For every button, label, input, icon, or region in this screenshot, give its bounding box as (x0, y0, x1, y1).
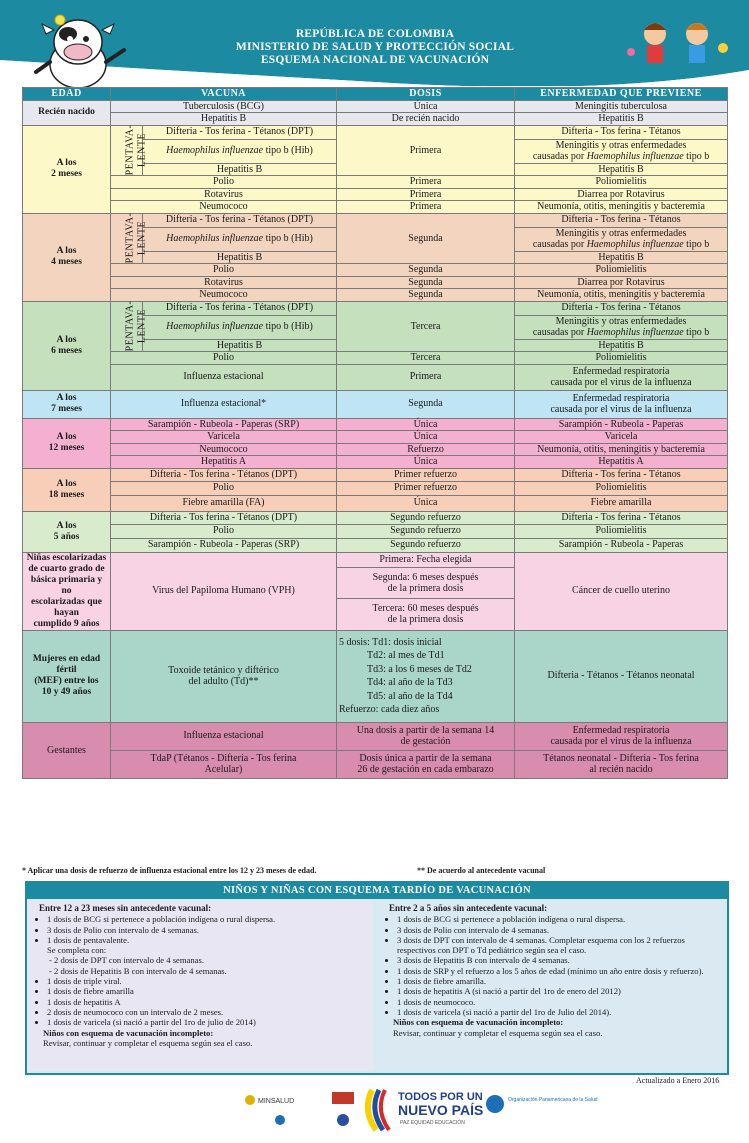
colombia-ribbon-logo (368, 1090, 389, 1130)
list-item: • 1 dosis de hepatitis A (47, 997, 373, 1007)
col-header-edad: EDAD (23, 88, 111, 101)
dose-cell: Única (337, 495, 515, 511)
vaccine-cell: Polio (111, 524, 337, 538)
dose-cell: Única (337, 456, 515, 469)
pentavalente-label: PENTAVA- LENTE (111, 125, 143, 176)
footer-logos (240, 1084, 598, 1134)
age-7-meses: A los 7 meses (23, 390, 111, 418)
disease-cell: Difteria - Tos ferina - Tétanos (515, 301, 728, 315)
vaccination-schedule-table (22, 87, 728, 779)
pentavalente-label: PENTAVA- LENTE (111, 213, 143, 264)
svg-text:TODOS POR UN: TODOS POR UN (398, 1091, 483, 1103)
dose-cell: Segundo refuerzo (337, 524, 515, 538)
table-row (23, 722, 728, 750)
pentavalente-label: PENTAVA- LENTE (111, 301, 143, 352)
disease-cell: Enfermedad respiratoria causada por el virus de la influenza (515, 364, 728, 390)
disease-cell: Hepatitis B (515, 251, 728, 264)
list-item: • 2 dosis de neumococo con un intervalo de 2 meses. (47, 1007, 373, 1017)
table-row (23, 301, 728, 315)
disease-cell: Hepatitis B (515, 163, 728, 176)
disease-cell: Neumonía, otitis, meningitis y bacteremia (515, 201, 728, 214)
disease-cell: Neumonía, otitis, meningitis y bacteremia (515, 289, 728, 302)
age-vph: Niñas escolarizadas de cuarto grado de básica primaria y no escolarizadas que hayan cumplido 9 años (23, 552, 111, 630)
title-line-3: ESQUEMA NACIONAL DE VACUNACIÓN (260, 54, 490, 66)
table-row (23, 750, 728, 778)
disease-cell: Difteria - Tos ferina - Tétanos (515, 213, 728, 227)
disease-cell: Hepatitis B (515, 339, 728, 352)
late-schedule-2-5-years (377, 901, 723, 1071)
scp-logo (275, 1115, 285, 1125)
vaccine-cell: Hepatitis B (143, 339, 337, 352)
age-mef: Mujeres en edad fértil (MEF) entre los 10 y 49 años (23, 630, 111, 722)
section-heading: Entre 12 a 23 meses sin antecedente vacunal: (39, 903, 212, 913)
list-item: • 3 dosis de Polio con intervalo de 4 semanas. (397, 925, 723, 935)
table-row (23, 352, 728, 365)
age-4-meses: A los 4 meses (23, 213, 111, 301)
disease-cell: Tétanos neonatal - Difteria - Tos ferina al recién nacido (515, 750, 728, 778)
table-row (23, 538, 728, 552)
disease-cell-hib: Meningitis y otras enfermedades causadas por Haemophilus influenzae tipo b (515, 315, 728, 339)
late-schedule-title: NIÑOS Y NIÑAS CON ESQUEMA TARDÍO DE VACUNACIÓN (27, 883, 727, 899)
dose-cell: Primera (337, 201, 515, 214)
vaccine-cell: Hepatitis B (111, 113, 337, 126)
table-row (23, 188, 728, 201)
table-header-row (23, 88, 728, 101)
list-item: • 1 dosis de varicela (si nació a partir del 1ro de Julio del 2014). (397, 1007, 723, 1017)
vaccine-cell: Varicela (111, 431, 337, 444)
age-2-meses: A los 2 meses (23, 125, 111, 213)
table-row (23, 125, 728, 139)
dose-cell: Segunda (337, 289, 515, 302)
title-line-2: MINISTERIO DE SALUD Y PROTECCIÓN SOCIAL (235, 41, 515, 53)
vaccine-cell-hib: Haemophilus influenzae tipo b (Hib) (143, 227, 337, 251)
dose-cell: Segundo refuerzo (337, 538, 515, 552)
vaccine-cell: Polio (111, 481, 337, 495)
list-item: • 1 dosis de varicela (si nació a partir del 1ro de julio de 2014) (47, 1017, 373, 1027)
children-illustration (625, 18, 735, 78)
minsalud-logo (245, 1095, 294, 1105)
dose-cell: Refuerzo (337, 443, 515, 456)
dose-cell: De recién nacido (337, 113, 515, 126)
age-18-meses: A los 18 meses (23, 468, 111, 511)
dose-cell: Primera (337, 188, 515, 201)
table-row (23, 264, 728, 277)
dose-cell: Primer refuerzo (337, 468, 515, 481)
incomplete-heading: Niños con esquema de vacunación incompleto: (43, 1027, 214, 1038)
table-row (23, 456, 728, 469)
list-subitem: - 2 dosis de DPT con intervalo de 4 semanas. (49, 955, 204, 966)
dose-cell: Primera (337, 364, 515, 390)
vaccine-cell: Neumococo (111, 289, 337, 302)
vaccine-cell: Polio (111, 176, 337, 189)
cow-mascot-illustration (20, 12, 130, 90)
disease-cell: Poliomielitis (515, 352, 728, 365)
dose-cell: Única (337, 100, 515, 113)
table-row (23, 511, 728, 524)
list-subintro: Se completa con: (47, 945, 107, 956)
vaccine-cell-hib: Haemophilus influenzae tipo b (Hib) (143, 315, 337, 339)
vaccine-cell: Difteria - Tos ferina - Tétanos (DPT) (143, 301, 337, 315)
table-row (23, 431, 728, 444)
vaccine-cell: Difteria - Tos ferina - Tétanos (DPT) (143, 125, 337, 139)
list-item: • 1 dosis de SRP y el refuerzo a los 5 años de edad (mínimo un año entre dosis y refuerzo). (397, 966, 723, 976)
disease-cell: Meningitis tuberculosa (515, 100, 728, 113)
list-item: • 1 dosis de neumococo. (397, 997, 723, 1007)
list-item: • 1 dosis de BCG si pertenece a población indígena o rural dispersa. (47, 914, 373, 924)
disease-cell: Hepatitis B (515, 113, 728, 126)
dose-cell-mef: 5 dosis: Td1: dosis inicial Td2: al mes de Td1 Td3: a los 6 meses de Td2 Td4: al año de la Td3 Td5: al año de la Td4 Refuerzo: cada diez años (337, 630, 515, 722)
vaccine-cell: Fiebre amarilla (FA) (111, 495, 337, 511)
table-row (23, 524, 728, 538)
vaccine-cell: Toxoide tetánico y diftérico del adulto (Td)** (111, 630, 337, 722)
dose-cell: Tercera (337, 301, 515, 352)
disease-cell: Varicela (515, 431, 728, 444)
title-line-1: REPÚBLICA DE COLOMBIA (295, 28, 455, 40)
list-item: • 3 dosis de DPT con intervalo de 4 semanas. Completar esquema con los 2 refuerzos respectivos con DPT o Td pediátrico según sea el caso. (397, 935, 723, 956)
table-row (23, 176, 728, 189)
table-row (23, 390, 728, 418)
dose-cell: Segunda (337, 213, 515, 264)
dose-cell: Segunda (337, 276, 515, 289)
table-row (23, 552, 728, 568)
age-gestantes: Gestantes (23, 722, 111, 778)
list-item: • 3 dosis de Hepatitis B con intervalo de 4 semanas. (397, 955, 723, 965)
age-recien-nacido: Recién nacido (23, 100, 111, 125)
disease-cell: Poliomielitis (515, 481, 728, 495)
disease-cell-hib: Meningitis y otras enfermedades causadas por Haemophilus influenzae tipo b (515, 139, 728, 163)
disease-cell: Fiebre amarilla (515, 495, 728, 511)
age-6-meses: A los 6 meses (23, 301, 111, 390)
svg-text:MINSALUD: MINSALUD (258, 1098, 295, 1105)
vaccine-cell: Virus del Papiloma Humano (VPH) (111, 552, 337, 630)
disease-cell: Enfermedad respiratoria causada por el virus de la influenza (515, 722, 728, 750)
dose-cell: Segundo refuerzo (337, 511, 515, 524)
disease-cell: Sarampión - Rubeola - Paperas (515, 538, 728, 552)
table-row (23, 418, 728, 431)
ops-logo (486, 1095, 598, 1113)
disease-cell: Difteria - Tos ferina - Tétanos (515, 125, 728, 139)
table-row (23, 468, 728, 481)
col-header-enfermedad: ENFERMEDAD QUE PREVIENE (515, 88, 728, 101)
incomplete-heading: Niños con esquema de vacunación incompleto: (393, 1017, 564, 1028)
vaccine-cell: Difteria - Tos ferina - Tétanos (DPT) (111, 511, 337, 524)
table-row (23, 495, 728, 511)
updated-date: Actualizado a Enero 2016 (636, 1076, 720, 1085)
table-row (23, 100, 728, 113)
svg-text:Organización Panamericana de l: Organización Panamericana de la Salud (508, 1097, 598, 1103)
dose-cell: Segunda (337, 264, 515, 277)
dose-cell: Primera: Fecha elegida (337, 552, 515, 568)
disease-cell: Difteria - Tos ferina - Tétanos (515, 511, 728, 524)
disease-cell: Poliomielitis (515, 264, 728, 277)
vaccine-cell: Hepatitis A (111, 456, 337, 469)
vaccine-cell-hib: Haemophilus influenzae tipo b (Hib) (143, 139, 337, 163)
vaccine-cell: Neumococo (111, 443, 337, 456)
disease-cell: Diarrea por Rotavirus (515, 276, 728, 289)
dose-cell: Primera (337, 176, 515, 189)
table-row (23, 201, 728, 214)
list-item: • 1 dosis de pentavalente. (47, 935, 373, 945)
pediatric-society-logo (332, 1092, 354, 1126)
late-schedule-12-23-months (27, 901, 373, 1071)
disease-cell-hib: Meningitis y otras enfermedades causadas por Haemophilus influenzae tipo b (515, 227, 728, 251)
footnote-td: ** De acuerdo al antecedente vacunal (417, 866, 546, 875)
vaccine-cell: Hepatitis B (143, 163, 337, 176)
vaccine-cell: Difteria - Tos ferina - Tétanos (DPT) (111, 468, 337, 481)
dose-cell: Segunda (337, 390, 515, 418)
footnote-influenza: * Aplicar una dosis de refuerzo de influenza estacional entre los 12 y 23 meses de edad. (22, 866, 317, 875)
vaccine-cell: Polio (111, 264, 337, 277)
late-schedule-box (25, 881, 729, 1075)
table-row (23, 630, 728, 722)
page-title (150, 28, 600, 67)
disease-cell: Poliomielitis (515, 524, 728, 538)
table-row (23, 289, 728, 302)
disease-cell: Cáncer de cuello uterino (515, 552, 728, 630)
disease-cell: Neumonía, otitis, meningitis y bacteremia (515, 443, 728, 456)
age-5-anos: A los 5 años (23, 511, 111, 552)
dose-cell: Primera (337, 125, 515, 176)
svg-text:PAZ EQUIDAD EDUCACIÓN: PAZ EQUIDAD EDUCACIÓN (400, 1120, 465, 1126)
vaccine-cell: Influenza estacional* (111, 390, 337, 418)
vaccine-cell: Difteria - Tos ferina - Tétanos (DPT) (143, 213, 337, 227)
dose-cell: Única (337, 431, 515, 444)
dose-cell: Única (337, 418, 515, 431)
vaccine-cell: Hepatitis B (143, 251, 337, 264)
col-header-vacuna: VACUNA (111, 88, 337, 101)
dose-cell: Segunda: 6 meses después de la primera dosis (337, 568, 515, 599)
disease-cell: Diarrea por Rotavirus (515, 188, 728, 201)
list-item: • 1 dosis de fiebre amarilla (47, 986, 373, 996)
disease-cell: Poliomielitis (515, 176, 728, 189)
disease-cell: Difteria - Tos ferina - Tétanos (515, 468, 728, 481)
table-row (23, 481, 728, 495)
disease-cell: Enfermedad respiratoria causada por el virus de la influenza (515, 390, 728, 418)
dose-cell: Tercera (337, 352, 515, 365)
col-header-dosis: DOSIS (337, 88, 515, 101)
vaccine-cell: Sarampión - Rubeola - Paperas (SRP) (111, 418, 337, 431)
list-item: • 1 dosis de hepatitis A (si nació a partir del 1ro de enero del 2012) (397, 986, 723, 996)
vaccine-cell: Neumococo (111, 201, 337, 214)
disease-cell: Difteria - Tétanos - Tétanos neonatal (515, 630, 728, 722)
vaccine-cell: Polio (111, 352, 337, 365)
incomplete-text: Revisar, continuar y completar el esquema según sea el caso. (43, 1037, 253, 1048)
disease-cell: Hepatitis A (515, 456, 728, 469)
table-row (23, 213, 728, 227)
dose-cell: Una dosis a partir de la semana 14 de gestación (337, 722, 515, 750)
vaccine-cell: Influenza estacional (111, 364, 337, 390)
vaccine-cell: Rotavirus (111, 188, 337, 201)
list-subitem: - 2 dosis de Hepatitis B con intervalo de 4 semanas. (49, 965, 227, 976)
dose-cell: Primer refuerzo (337, 481, 515, 495)
svg-text:NUEVO PAÍS: NUEVO PAÍS (398, 1102, 484, 1118)
section-heading: Entre 2 a 5 años sin antecedente vacunal: (389, 903, 548, 913)
disease-cell: Sarampión - Rubeola - Paperas (515, 418, 728, 431)
list-item: • 3 dosis de Polio con intervalo de 4 semanas. (47, 925, 373, 935)
vaccine-cell: TdaP (Tétanos - Difteria - Tos ferina Acelular) (111, 750, 337, 778)
list-item: • 1 dosis de BCG si pertenece a población indígena o rural dispersa. (397, 914, 723, 924)
table-row (23, 276, 728, 289)
dose-cell: Tercera: 60 meses después de la primera dosis (337, 599, 515, 630)
table-row (23, 443, 728, 456)
todos-por-un-nuevo-pais-logo (398, 1091, 483, 1126)
dose-cell: Dosis única a partir de la semana 26 de gestación en cada embarazo (337, 750, 515, 778)
incomplete-text: Revisar, continuar y completar el esquema según sea el caso. (393, 1027, 603, 1038)
list-item: • 1 dosis de fiebre amarilla. (397, 976, 723, 986)
vaccine-cell: Sarampión - Rubeola - Paperas (SRP) (111, 538, 337, 552)
vaccine-cell: Influenza estacional (111, 722, 337, 750)
vaccine-cell: Tuberculosis (BCG) (111, 100, 337, 113)
table-row (23, 364, 728, 390)
age-12-meses: A los 12 meses (23, 418, 111, 468)
vaccine-cell: Rotavirus (111, 276, 337, 289)
table-row (23, 113, 728, 126)
list-item: • 1 dosis de triple viral. (47, 976, 373, 986)
